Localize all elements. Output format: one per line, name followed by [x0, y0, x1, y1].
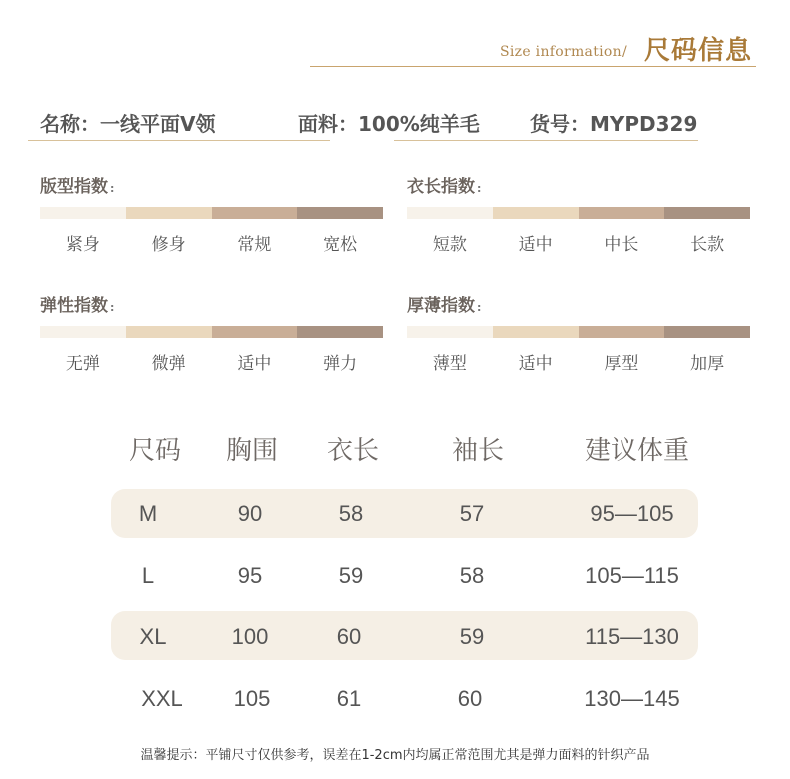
index-title: 弹性指数 :	[40, 296, 115, 316]
cell-size: L	[141, 563, 155, 588]
table-header-length: 衣长	[326, 436, 379, 466]
cell-weight: 95—105	[590, 501, 674, 526]
cell-sleeve: 58	[459, 563, 485, 588]
cell-chest: 100	[231, 624, 269, 649]
index-option: 中长	[604, 235, 639, 255]
cell-weight: 115—130	[585, 624, 679, 649]
index-option: 宽松	[323, 235, 358, 255]
bar-segment	[126, 326, 212, 338]
selection-pointer	[243, 338, 265, 347]
selection-pointer	[525, 338, 547, 347]
cell-sleeve: 57	[459, 501, 485, 526]
cell-chest: 95	[237, 563, 263, 588]
product-sku-label: 货号：	[530, 112, 590, 136]
header-divider	[310, 66, 756, 67]
product-name-label: 名称：	[40, 112, 100, 136]
index-option: 修身	[151, 235, 186, 255]
bar-segment	[407, 326, 493, 338]
selection-pointer	[525, 219, 547, 228]
bar-segment	[297, 207, 383, 219]
cell-chest: 105	[233, 686, 271, 711]
product-name-value: 一线平面V领	[100, 112, 216, 136]
index-option: 厚型	[604, 354, 639, 374]
index-option: 适中	[237, 354, 272, 374]
cell-chest: 90	[237, 501, 263, 526]
bar-segment	[579, 207, 665, 219]
cell-length: 60	[336, 624, 362, 649]
bar-segment	[664, 207, 750, 219]
table-header-weight: 建议体重	[584, 436, 689, 466]
bar-segment	[579, 326, 665, 338]
bar-segment	[407, 207, 493, 219]
product-fabric-label: 面料：	[298, 112, 358, 136]
bar-segment	[664, 326, 750, 338]
header-english-title: Size information/	[500, 44, 627, 60]
index-option: 常规	[237, 235, 272, 255]
bar-segment	[493, 207, 579, 219]
index-elasticity	[40, 291, 383, 374]
index-bar	[407, 207, 750, 219]
header-chinese-title: 尺码信息	[644, 36, 753, 66]
bar-segment	[126, 207, 212, 219]
bar-segment	[297, 326, 383, 338]
cell-size: XL	[139, 624, 167, 649]
table-header-sleeve: 袖长	[451, 436, 504, 466]
cell-length: 58	[338, 501, 364, 526]
index-title: 版型指数 :	[40, 177, 115, 197]
index-title: 衣长指数 :	[407, 177, 482, 197]
bar-segment	[40, 207, 126, 219]
index-length	[407, 172, 750, 255]
bar-segment	[40, 326, 126, 338]
index-option: 长款	[690, 235, 725, 255]
index-title: 厚薄指数 :	[407, 296, 482, 316]
table-header-chest: 胸围	[225, 436, 278, 466]
bar-segment	[212, 326, 298, 338]
product-fabric	[298, 108, 480, 137]
bar-segment	[493, 326, 579, 338]
info-divider-left	[28, 140, 330, 141]
cell-sleeve: 60	[457, 686, 483, 711]
index-option: 加厚	[690, 354, 725, 374]
footnote: 温馨提示：平铺尺寸仅供参考，误差在1-2cm内均属正常范围尤其是弹力面料的针织产品	[140, 748, 650, 763]
cell-length: 61	[336, 686, 362, 711]
index-option: 短款	[432, 235, 467, 255]
index-fit	[40, 172, 383, 255]
cell-weight: 105—115	[585, 563, 679, 588]
index-option: 适中	[518, 235, 553, 255]
index-option: 适中	[518, 354, 553, 374]
cell-size: XXL	[141, 686, 183, 711]
cell-sleeve: 59	[459, 624, 485, 649]
product-name	[40, 108, 215, 137]
index-bar	[40, 207, 383, 219]
bar-segment	[212, 207, 298, 219]
selection-pointer	[243, 219, 265, 228]
index-option: 紧身	[65, 235, 100, 255]
index-bar	[40, 326, 383, 338]
index-bar	[407, 326, 750, 338]
product-fabric-value: 100%纯羊毛	[358, 112, 480, 136]
info-divider-right	[394, 140, 698, 141]
cell-weight: 130—145	[584, 686, 680, 711]
index-option: 弹力	[323, 354, 358, 374]
index-option: 薄型	[432, 354, 467, 374]
index-option: 无弹	[65, 354, 100, 374]
index-option: 微弹	[151, 354, 186, 374]
table-header-size: 尺码	[128, 436, 181, 466]
cell-size: M	[138, 501, 158, 526]
product-sku	[530, 108, 697, 137]
cell-length: 59	[338, 563, 364, 588]
product-sku-value: MYPD329	[590, 112, 698, 136]
index-thickness	[407, 291, 750, 374]
